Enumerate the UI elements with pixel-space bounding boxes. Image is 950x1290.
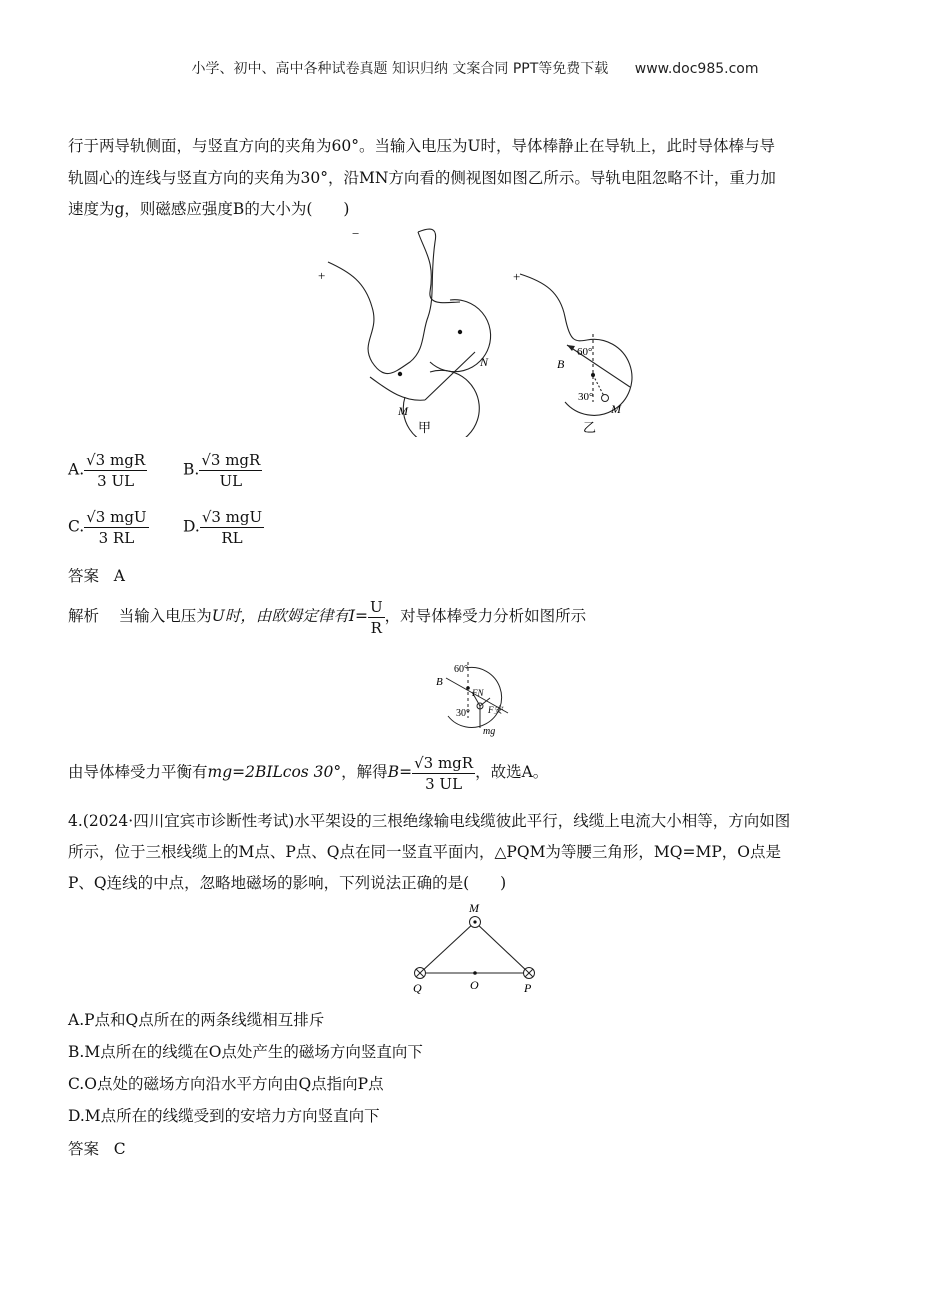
frac-denominator: 3 UL [425,774,463,793]
label-O: O [470,978,479,992]
option-fraction [84,507,148,548]
option-label: B. [183,460,200,479]
frac-denominator: 3 RL [98,529,135,547]
jia-rail-left-lower [370,377,425,400]
jia-rail-left [403,370,479,437]
label-P: P [524,981,532,995]
jia-caption: 甲 [418,420,432,435]
yi-wire [520,274,587,341]
frac-numerator: √3 mgU [86,508,147,526]
label-Q: Q [413,981,422,995]
yi-angle60: 60° [577,346,593,358]
q4-line1: 4.(2024·四川宜宾市诊断性考试)水平架设的三根绝缘输电线缆彼此平行，线缆上电流大小相等，方向如图 [68,812,791,830]
q3-analysis-line1 [68,596,888,638]
q3-option-c[interactable] [68,507,149,548]
option-label: C. [68,517,85,536]
line-MQ [420,922,475,973]
cable-M-dot [473,920,476,923]
cable-Q-in [415,968,426,979]
q4-answer [68,1133,888,1165]
answer-label: 答案 [68,567,100,585]
figure-yi [505,262,645,437]
jia-rod [425,352,475,400]
frac-numerator: √3 mgR [414,753,474,772]
frac-denominator: R [370,618,382,637]
header-url[interactable]: www.doc985.com [634,61,759,77]
jia-plus: + [318,268,326,283]
jia-left-wire [328,229,436,374]
frac-numerator: √3 mgR [86,451,146,469]
jia-minus: − [352,226,360,241]
yi-label-B: B [557,357,565,371]
q3-option-d[interactable] [183,507,264,548]
frac-denominator: 3 UL [97,472,135,490]
q4-option-a[interactable]: A.P点和Q点所在的两条线缆相互排斥 [68,1011,325,1029]
q4-line2: 所示，位于三根线缆上的M点、P点、Q点在同一竖直平面内，△PQM为等腰三角形，MQ=MP，O点是 [68,843,782,861]
q3-option-b[interactable] [183,450,262,491]
option-fraction [199,450,262,491]
yi-rod-section [602,395,609,402]
q4-figure [400,900,550,1000]
option-fraction [84,450,147,491]
yi-center [591,373,595,377]
analysis2-text-c: ，故选A。 [475,763,549,781]
answer-value: C [113,1140,126,1158]
q3-line2: 轨圆心的连线与竖直方向的夹角为30°，沿MN方向看的侧视图如图乙所示。导轨电阻忽略不计，重力加 [68,169,776,187]
analysis2-text-b: ，解得 [341,763,388,781]
analysis-text-c: ，对导体棒受力分析如图所示 [384,607,587,625]
analysis-text-b: U时，由欧姆定律有 [211,607,349,625]
analysis2-text-a: 由导体棒受力平衡有 [68,763,208,781]
force-label-B: B [436,676,443,688]
analysis-label: 解析 [68,607,100,625]
q4-line3: P、Q连线的中点，忽略地磁场的影响，下列说法正确的是( ) [68,874,507,892]
force-diagram [428,658,528,740]
force-angle60: 60° [454,664,468,675]
jia-label-M: M [398,404,408,418]
label-M: M [469,901,479,915]
frac-numerator: √3 mgR [201,451,261,469]
q4-option-d[interactable]: D.M点所在的线缆受到的安培力方向竖直向下 [68,1107,380,1125]
analysis-text-a: 当输入电压为 [118,607,212,625]
yi-plus: + [513,269,521,284]
cable-P-in [524,968,535,979]
option-fraction [200,507,264,548]
frac-numerator: U [369,597,383,616]
q4-option-c[interactable]: C.O点处的磁场方向沿水平方向由Q点指向P点 [68,1075,384,1093]
analysis2-B: B= [387,763,413,781]
page-header [0,58,950,78]
force-label-mg: mg [483,726,496,737]
force-label-Fan: F安 [488,705,503,715]
answer-label: 答案 [68,1140,100,1158]
jia-center-2 [458,330,462,334]
yi-angle30: 30° [578,391,594,403]
frac-denominator: UL [219,472,243,490]
header-text: 小学、初中、高中各种试卷真题 知识归纳 文案合同 PPT等免费下载 [191,61,609,77]
q3-analysis-line2 [68,750,888,794]
frac-denominator: RL [221,529,243,547]
analysis2-fraction [412,753,475,794]
force-angle30: 30° [456,708,470,719]
jia-label-N: N [480,355,489,369]
q3-line3: 速度为g，则磁感应强度B的大小为( ) [68,200,350,218]
line-MP [475,922,529,973]
option-label: D. [183,517,200,536]
q3-line1: 行于两导轨侧面，与竖直方向的夹角为60°。当输入电压为U时，导体棒静止在导轨上，此时导体棒与导 [68,137,776,155]
yi-caption: 乙 [583,420,597,435]
q4-option-b[interactable]: B.M点所在的线缆在O点处产生的磁场方向竖直向下 [68,1043,423,1061]
force-center [466,686,470,690]
analysis-I: I= [348,607,368,625]
yi-label-M: M [611,402,621,416]
force-label-FN: FN [472,688,484,698]
option-label: A. [68,460,85,479]
q3-answer [68,560,888,592]
point-O [473,971,477,975]
jia-center-1 [398,372,402,376]
q3-option-a[interactable] [68,450,147,491]
jia-right-wire [418,232,460,303]
figure-jia [310,222,510,437]
analysis2-equation: mg=2BILcos 30° [207,763,342,781]
yi-radius-dashed [593,375,604,396]
analysis-fraction [368,597,385,638]
answer-value: A [113,567,125,585]
frac-numerator: √3 mgU [201,508,263,526]
